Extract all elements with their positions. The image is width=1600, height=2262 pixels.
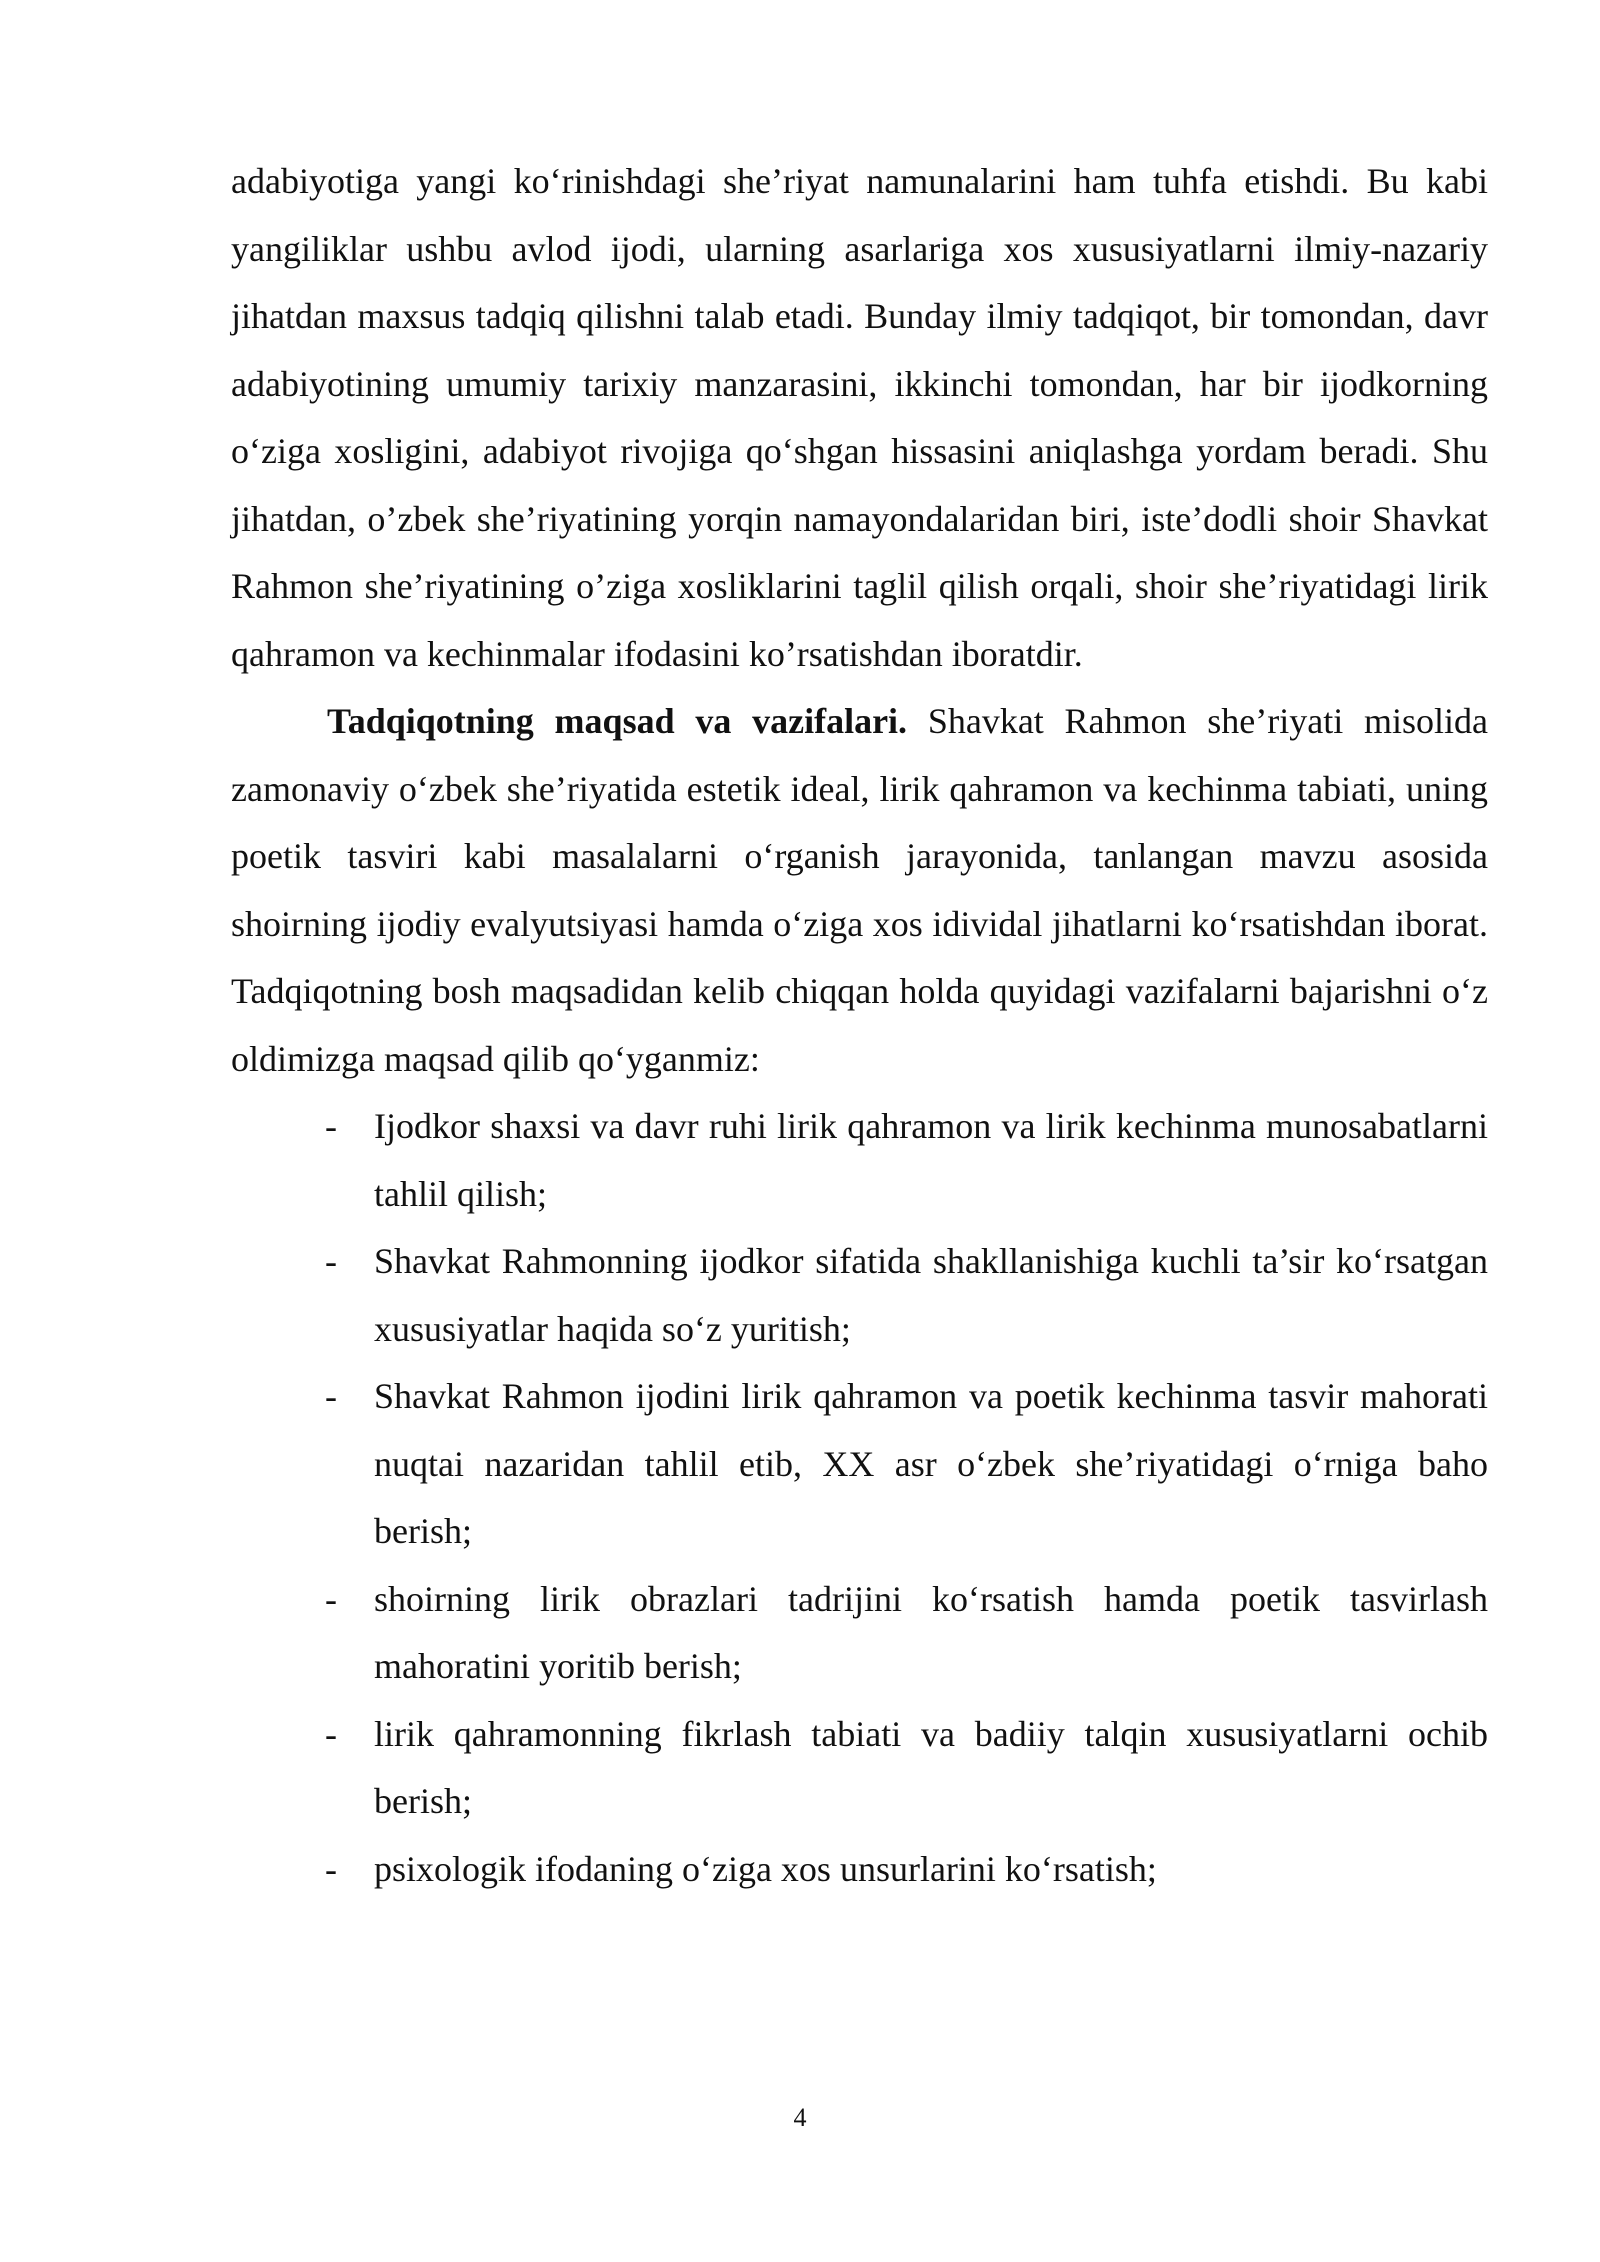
list-item <box>231 1228 1488 1363</box>
section-heading: Tadqiqotning maqsad va vazifalari. <box>327 701 908 741</box>
bullet-dash: - <box>325 1106 337 1146</box>
bullet-dash: - <box>325 1376 337 1416</box>
list-item <box>231 1363 1488 1566</box>
task-list <box>231 1093 1488 1903</box>
bullet-dash: - <box>325 1241 337 1281</box>
list-item-text: psixologik ifodaning o‘ziga xos unsurlarini ko‘rsatish; <box>374 1848 1157 1889</box>
page-number: 4 <box>793 2103 807 2132</box>
list-item-text: shoirning lirik obrazlari tadrijini ko‘rsatish hamda poetik tasvirlash mahoratini yoritib berish; <box>374 1578 1488 1686</box>
list-item <box>231 1836 1488 1904</box>
bullet-dash: - <box>325 1713 337 1754</box>
list-item <box>231 1093 1488 1228</box>
goals-paragraph-body: Shavkat Rahmon she’riyati misolida zamonaviy o‘zbek she’riyatida estetik ideal, lirik qahramon va kechinma tabiati, uning poetik tasviri kabi masalalarni o‘rganish jarayonida, tanlangan mavzu asosida shoirning ijodiy evalyutsiyasi hamda o‘ziga xos idividal jihatlarni ko‘rsatishdan iborat. Tadqiqotning bosh maqsadidan kelib chiqqan holda quyidagi vazifalarni bajarishni o‘z oldimizga maqsad qilib qo‘yganmiz: <box>231 701 1488 1079</box>
goals-paragraph <box>231 688 1488 1093</box>
list-item-text: Ijodkor shaxsi va davr ruhi lirik qahramon va lirik kechinma munosabatlarni tahlil qilish; <box>374 1106 1488 1214</box>
list-item-text: Shavkat Rahmonning ijodkor sifatida shakllanishiga kuchli ta’sir ko‘rsatgan xususiyatlar haqida so‘z yuritish; <box>374 1241 1488 1349</box>
list-item <box>231 1566 1488 1701</box>
list-item-text: lirik qahramonning fikrlash tabiati va badiiy talqin xususiyatlarni ochib berish; <box>374 1713 1488 1821</box>
list-item <box>231 1701 1488 1836</box>
bullet-dash: - <box>325 1578 337 1619</box>
document-page <box>231 148 1488 1903</box>
intro-paragraph: adabiyotiga yangi ko‘rinishdagi she’riyat namunalarini ham tuhfa etishdi. Bu kabi yangiliklar ushbu avlod ijodi, ularning asarlariga xos xususiyatlarni ilmiy-nazariy jihatdan maxsus tadqiq qilishni talab etadi. Bunday ilmiy tadqiqot, bir tomondan, davr adabiyotining umumiy tarixiy manzarasini, ikkinchi tomondan, har bir ijodkorning o‘ziga xosligini, adabiyot rivojiga qo‘shgan hissasini aniqlashga yordam beradi. Shu jihatdan, o’zbek she’riyatining yorqin namayondalaridan biri, iste’dodli shoir Shavkat Rahmon she’riyatining o’ziga xosliklarini taglil qilish orqali, shoir she’riyatidagi lirik qahramon va kechinmalar ifodasini ko’rsatishdan iboratdir. <box>231 161 1488 674</box>
bullet-dash: - <box>325 1848 337 1889</box>
list-item-text: Shavkat Rahmon ijodini lirik qahramon va poetik kechinma tasvir mahorati nuqtai nazaridan tahlil etib, XX asr o‘zbek she’riyatidagi o‘rniga baho berish; <box>374 1376 1488 1551</box>
